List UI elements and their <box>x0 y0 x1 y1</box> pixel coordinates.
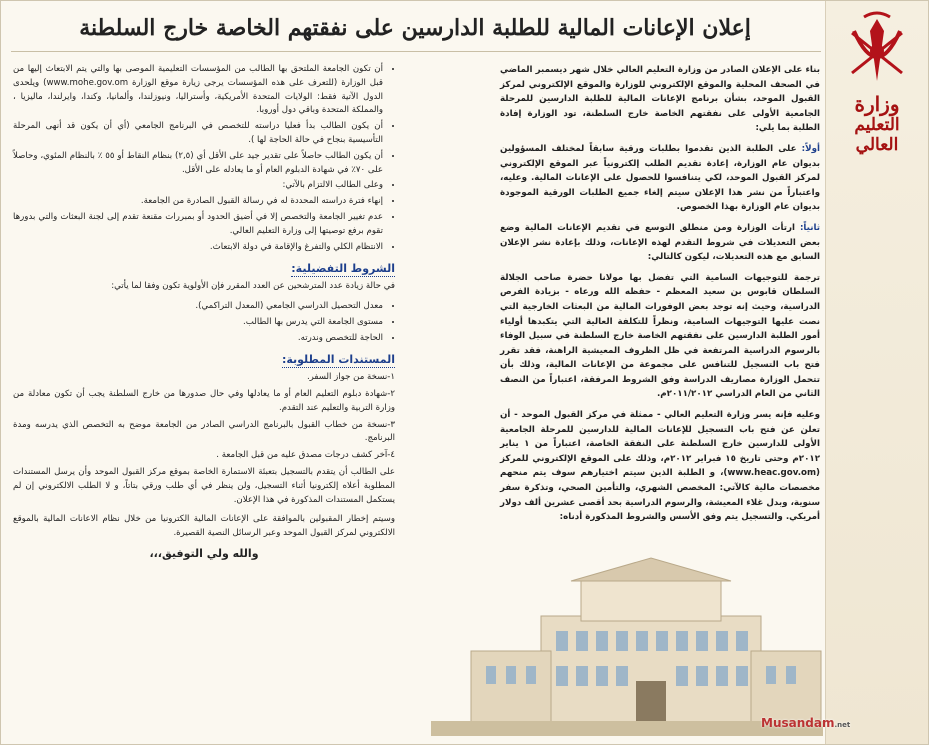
list-item: • الحاجة للتخصص وندرته. <box>13 332 383 346</box>
first-label: أولاً: <box>801 143 820 154</box>
oman-emblem-icon <box>844 11 910 87</box>
list-item: ٣-نسخة من خطاب القبول بالبرنامج الدراسي الصادر من الجامعة موضح به التخصص الذي يدرسه ومدة البرنامج. <box>13 419 395 444</box>
university-building-image <box>431 556 823 736</box>
list-item: • وعلى الطالب الالتزام بالآتي: <box>13 179 383 193</box>
left-column <box>13 63 395 561</box>
first-text: على الطلبة الذين تقدموا بطلبات ورقية سابقاً لمختلف المسؤولين بديوان عام الوزارة، إعادة تقديم الطلب إلكترونياً عبر الموقع الإلكتروني لمركز القبول الموحد، لكي يتنافسوا للحصول على الإعانات المالية. وعليه، واعتباراً من نشر هذا الإعلان سيتم إلغاء جميع الطلبات الورقية الموجودة بديوان عام الوزارة بهذا الخصوص. <box>500 143 820 213</box>
list-item: • معدل التحصيل الدراسي الجامعي (المعدل التراكمي). <box>13 300 383 314</box>
list-item: ١-نسخة من جواز السفر. <box>306 372 395 383</box>
list-item: • أن يكون الطالب حاصلاً على تقدير جيد على الأقل أي (٢,٥) بنظام النقاط أو ٥٥ ٪ بالنظام المئوي، وحاصلاً على ٧٠٪ في شهادة الدبلوم العام أو ما يعادله على الأقل. <box>13 150 383 178</box>
registration-note: على الطالب أن يتقدم بالتسجيل بتعبئة الاستمارة الخاصة بموقع مركز القبول الموحد وأن يرسل المستندات المطلوبة أعلاه إلكترونيا أثناء التسجيل، ولن ينظر في أي طلب ورقي بتاتاً، و لا الطلب الالكتروني إن لم يستكمل المستندات المذكورة في هذا الإعلان. <box>13 466 395 505</box>
first-item <box>500 142 820 215</box>
list-item: • مستوى الجامعة التي يدرس بها الطالب. <box>13 316 383 330</box>
registration-paragraph: وعليه فإنه يسر وزارة التعليم العالي - ممثلة في مركز القبول الموحد - أن تعلن عن فتح باب التسجيل للإعانات المالية للدارسين للمرحلة الجامعية الأولى للدارسين خارج السلطنة على النفقة الخاصة، اعتباراً من ١ يناير ٢٠١٢م وحتى تاريخ ١٥ فبراير ٢٠١٢م، وذلك على الموقع الإلكتروني للمركز (www.heac.gov.om)، و الطلبة الذين سيتم اختيارهم سوف يتم منحهم مخصصات مالية كالآتي: المخصص الشهري، والتأمين الصحي، وتذكرة سفر سنوية، وبدل غلاء المعيشة، والرسوم الدراسية بحد أقصى عشرين ألف دولار أمريكي. والتسجيل يتم وفق الأسس والشروط المذكورة أدناه: <box>500 410 820 523</box>
list-item: • إنهاء فترة دراسته المحددة له في رسالة القبول الصادرة من الجامعة. <box>13 195 383 209</box>
site-watermark <box>761 716 850 730</box>
ministry-name-line2: التعليم العالي <box>854 115 900 155</box>
list-item: • عدم تغيير الجامعة والتخصص إلا في أضيق الحدود أو بمبررات مقنعة تقدم إلى لجنة البعثات والتي بدورها تقوم برفع توصيتها إلى وزارة التعليم العالي. <box>13 211 383 239</box>
page-title: إعلان الإعانات المالية للطلبة الدارسين على نفقتهم الخاصة خارج السلطنة <box>79 15 751 41</box>
right-column <box>500 63 820 531</box>
required-documents-title: المستندات المطلوبة: <box>281 353 395 367</box>
preference-conditions-title: الشروط التفضيلية: <box>291 262 395 276</box>
list-item: • أن يكون الطالب بدأ فعليا دراسته للتخصص في البرنامج الجامعي (أي أن يكون قد أنهى المرحلة التأسيسية بنجاح في حالة الحاجة لها ). <box>13 120 383 148</box>
intro-paragraph: بناء على الإعلان الصادر من وزارة التعليم العالي خلال شهر ديسمبر الماضي في الصحف المحلية والموقع الإلكتروني للوزارة والموقع الإلكتروني لمركز القبول الموحد، بشأن برنامج الإعانات المالية للطلبة الدارسين للمرحلة الجامعية الأولى على نفقتهم الخاصة خارج السلطنة، تود الوزارة إفادة الطلبة بما يلي: <box>500 65 820 134</box>
title-divider <box>11 51 821 52</box>
conditions-list <box>13 63 395 254</box>
second-label: ثانياً: <box>799 222 821 233</box>
list-item: ٤-آخر كشف درجات مصدق عليه من قبل الجامعة . <box>216 450 395 461</box>
ministry-sidebar <box>825 1 928 745</box>
list-item: ٢-شهادة دبلوم التعليم العام أو ما يعادلها وفي حال صدورها من خارج السلطنة يجب أن تكون معادلة من وزارة التربية والتعليم عند التقدم. <box>13 388 395 413</box>
royal-directives-paragraph: ترجمة للتوجيهات السامية التي تفضل بها مولانا حضرة صاحب الجلالة السلطان قابوس بن سعيد المعظم - حفظه الله ورعاه - بزيادة الفرص الدراسية، وحيث إنه توجد بعض الوفورات المالية من البعثات الخارجية التي نصت عليها التوجيهات السامية، ونظراً للتكلفة العالية التي يتكبدها أولياء أمور الطلبة الدارسين على نفقتهم الخاصة خارج السلطنة في سبيل الوفاء بالرسوم الدراسية المرتفعة في ظل الظروف المعيشية الراهنة، فقد تقرر فتح باب التسجيل للتنافس على مجموعة من الإعانات المالية، وذلك بأن تتحمل الوزارة مصاريف الدراسة وفق الشروط المرفقة، اعتباراً من النصف الثاني من العام الدراسي ٢٠١١/٢٠١٢م. <box>500 272 820 400</box>
preference-intro: في حالة زيادة عدد المترشحين عن العدد المقرر فإن الأولوية تكون وفقا لما يأتي: <box>111 281 395 292</box>
ministry-name <box>832 93 922 155</box>
watermark-brand: Musandam <box>761 716 835 730</box>
watermark-suffix: .net <box>834 721 851 729</box>
second-item <box>500 221 820 265</box>
closing-line: والله ولي التوفيق،،، <box>149 546 259 560</box>
notification-note: وسيتم إخطار المقبولين بالموافقة على الإعانات المالية الكترونيا من خلال نظام الاعانات المالية بالموقع الالكتروني لمركز القبول الموحد وعبر الرسائل النصية القصيرة. <box>13 514 395 539</box>
second-text: ارتأت الوزارة ومن منطلق التوسع في تقديم الإعانات المالية وضع بعض التعديلات في شروط التقدم لهذه الإعانات، وذلك بإعادة نشر الإعلان السابق مع هذه التعديلات، ليكون كالتالي: <box>500 222 820 263</box>
ministry-name-line1: وزارة <box>854 92 900 116</box>
preference-list <box>13 300 395 345</box>
list-item: • أن تكون الجامعة الملتحق بها الطالب من المؤسسات التعليمية الموصى بها والتي يتم الابتعاث إليها من قبل الوزارة (للتعرف على هذه المؤسسات يرجى زيارة موقع الوزارة www.mohe.gov.om) ويلحدى الدول الآتية فقط: الولايات المتحدة الأمريكية، وأستراليا، ونيوزلندا، وألمانيا، وكندا، وايرلندا، ماليزيا ، والمملكة المتحدة وباقي دول أوروبا. <box>13 63 383 118</box>
list-item: • الانتظام الكلي والتفرغ والإقامة في دولة الابتعاث. <box>13 241 383 255</box>
